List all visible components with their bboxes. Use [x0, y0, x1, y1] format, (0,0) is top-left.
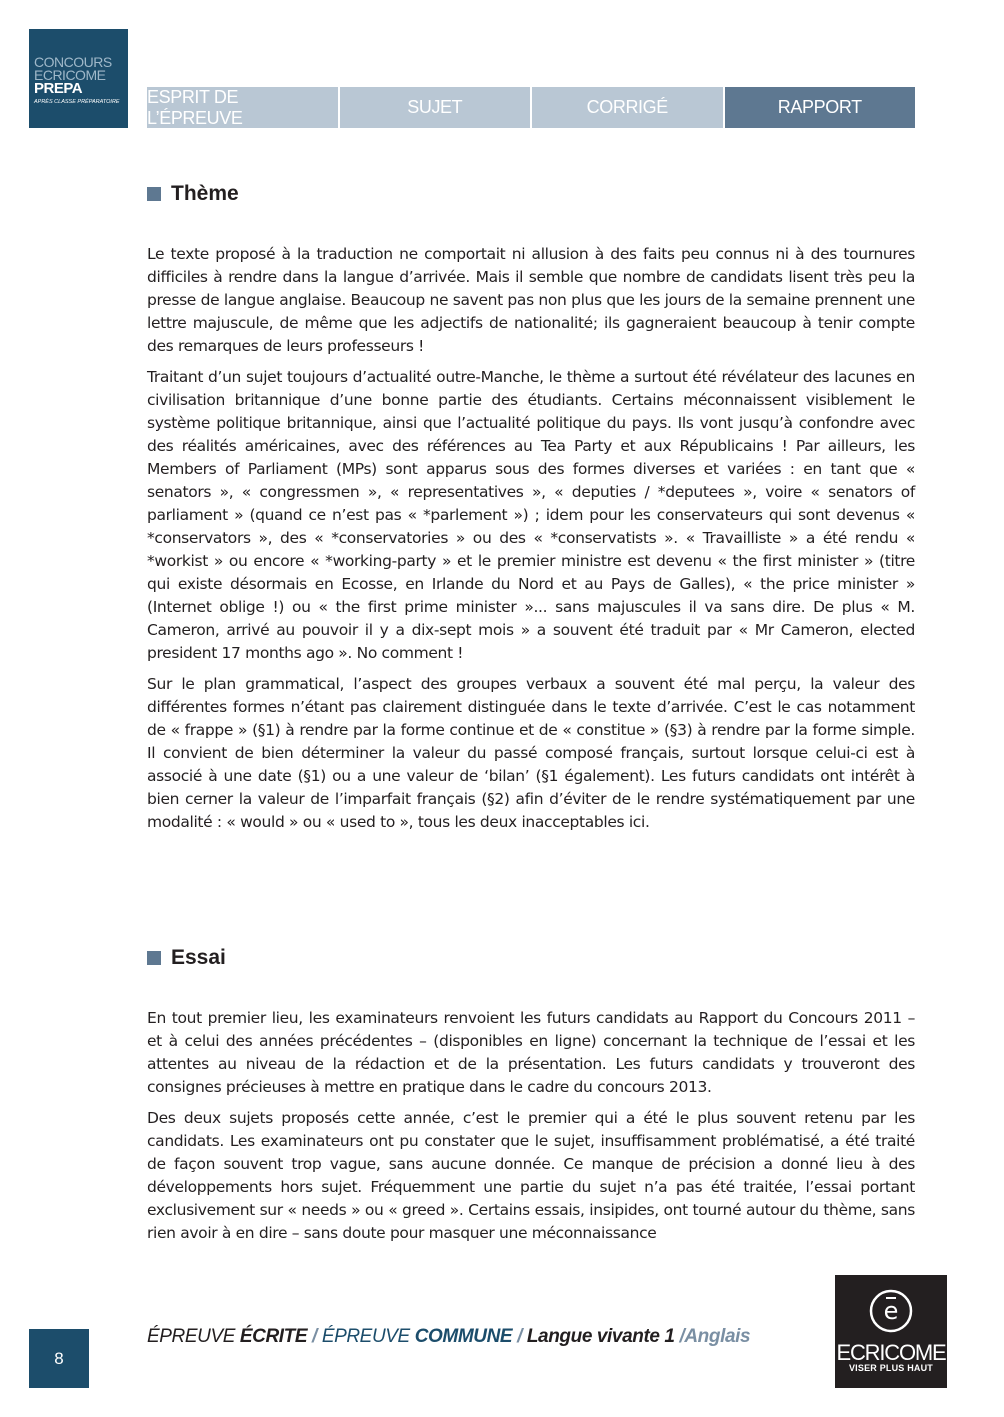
- footer-epreuve-2: ÉPREUVE: [321, 1326, 415, 1347]
- section-tabs: [147, 87, 915, 128]
- tab-rapport[interactable]: RAPPORT: [725, 87, 916, 128]
- footer-commune: COMMUNE: [414, 1326, 513, 1347]
- essai-body: [147, 1007, 915, 1253]
- footer-anglais: Anglais: [684, 1326, 751, 1347]
- square-bullet-icon: [147, 951, 161, 965]
- brand-slogan: VISER PLUS HAUT: [848, 1363, 933, 1373]
- ecricome-e-icon: [867, 1287, 915, 1335]
- logo-line-ecricome: ECRICOME: [34, 67, 106, 83]
- tab-esprit-epreuve[interactable]: ESPRIT DE L’ÉPREUVE: [147, 87, 338, 128]
- section-title-essai: [147, 946, 226, 970]
- footer-separator: /: [512, 1326, 527, 1347]
- footer-ecrite: ÉCRITE: [239, 1326, 308, 1347]
- footer-exam-label: [147, 1326, 750, 1348]
- footer-langue: Langue vivante 1: [526, 1326, 675, 1347]
- theme-paragraph-3: Sur le plan grammatical, l’aspect des groupes verbaux a souvent été mal perçu, la valeur des différentes formes n’étant pas clairement distinguée dans le texte d’arrivée. C’est le cas notamment de « frappe » (§1) à rendre par la forme continue et de « constitue » (§3) à rendre par la forme simple. Il convient de bien déterminer la valeur du passé composé français, surtout lorsque celui-ci est à associé à une date (§1) ou a une valeur de ‘bilan’ (§1 également). Les futurs candidats ont intérêt à bien cerner la valeur de l’imparfait français (§2) afin d’éviter de le rendre systématiquement par une modalité : « would » ou « used to », tous les deux inacceptables ici.: [147, 675, 915, 831]
- tab-sujet[interactable]: SUJET: [340, 87, 531, 128]
- square-bullet-icon: [147, 187, 161, 201]
- concours-ecricome-prepa-logo: [29, 29, 128, 128]
- logo-letter: e: [883, 1297, 899, 1325]
- theme-paragraph-1: Le texte proposé à la traduction ne comportait ni allusion à des faits peu connus ni à des tournures difficiles à rendre dans la langue d’arrivée. Mais il semble que nombre de candidats lisent très peu la presse de langue anglaise. Beaucoup ne savent pas non plus que les jours de la semaine prennent une lettre majuscule, de même que les adjectifs de nationalité; ils gagneraient beaucoup à tenir compte des remarques de leurs professeurs !: [147, 245, 915, 355]
- theme-paragraph-2: Traitant d’un sujet toujours d’actualité outre-Manche, le thème a surtout été révélateur des lacunes en civilisation britannique d’une bonne partie des étudiants. Certains méconnaissent visiblement le système politique britannique, ainsi que l’actualité politique du pays. Ils vont jusqu’à confondre avec des réalités américaines, avec des références au Tea Party et aux Républicains ! Par ailleurs, les Members of Parliament (MPs) sont apparus sous des formes diverses et variées : en tant que « senators », « congressmen », « representatives », « deputies / *deputees », voire « senators of parliament » (quand ce n’est pas « *parlement ») ; idem pour les conservateurs qui sont devenus « *conservators », des « *conservatories » ou des « *conservatists ». « Travailliste » a été rendu « *workist » ou encore « *working-party » et le premier ministre est devenu « the first minister » (titre qui existe désormais en Ecosse, en Irlande du Nord et au Pays de Galles), « the price minister » (Internet oblige !) ou « the first prime minister »... sans majuscules il va sans dire. De plus « M. Cameron, arrivé au pouvoir il y a dix-sept mois » a souvent été traduit par « Mr Cameron, elected president 17 months ago ». No comment !: [147, 368, 915, 662]
- essai-paragraph-2: Des deux sujets proposés cette année, c’est le premier qui a été le plus souvent retenu par les candidats. Les examinateurs ont pu constater que le sujet, insuffisamment problématisé, a été traité de façon souvent trop vague, sans aucune donnée. Ce manque de précision a donné lieu à des développements hors sujet. Fréquemment une partie du sujet n’a pas été traitée, l’essai portant exclusivement sur « needs » ou « greed ». Certains essais, insipides, ont tourné autour du thème, sans rien avoir à en dire – sans doute pour masquer une méconnaissance: [147, 1109, 915, 1242]
- ecricome-logo: [835, 1275, 947, 1388]
- footer-epreuve-1: ÉPREUVE: [147, 1326, 240, 1347]
- essai-paragraph-1: En tout premier lieu, les examinateurs renvoient les futurs candidats au Rapport du Concours 2011 – et à celui des années précédentes – (disponibles en ligne) concernant la technique de l’essai et les attentes au niveau de la rédaction et de la présentation. Les futurs candidats y trouveront des consignes précieuses à mettre en pratique dans le cadre du concours 2013.: [147, 1009, 915, 1096]
- footer-separator: /: [674, 1326, 685, 1347]
- logo-line-subtitle: APRÈS CLASSE PRÉPARATOIRE: [34, 99, 120, 105]
- theme-body: [147, 243, 915, 842]
- section-title-text: Thème: [171, 182, 239, 205]
- logo-line-prepa: PREPA: [34, 80, 83, 97]
- logo-line-concours: CONCOURS: [34, 54, 112, 70]
- page-number: 8: [29, 1329, 89, 1388]
- tab-corrige[interactable]: CORRIGÉ: [532, 87, 723, 128]
- section-title-theme: [147, 182, 239, 206]
- section-title-text: Essai: [171, 946, 226, 969]
- brand-name: ECRICOME: [836, 1340, 946, 1365]
- footer-separator: /: [307, 1326, 322, 1347]
